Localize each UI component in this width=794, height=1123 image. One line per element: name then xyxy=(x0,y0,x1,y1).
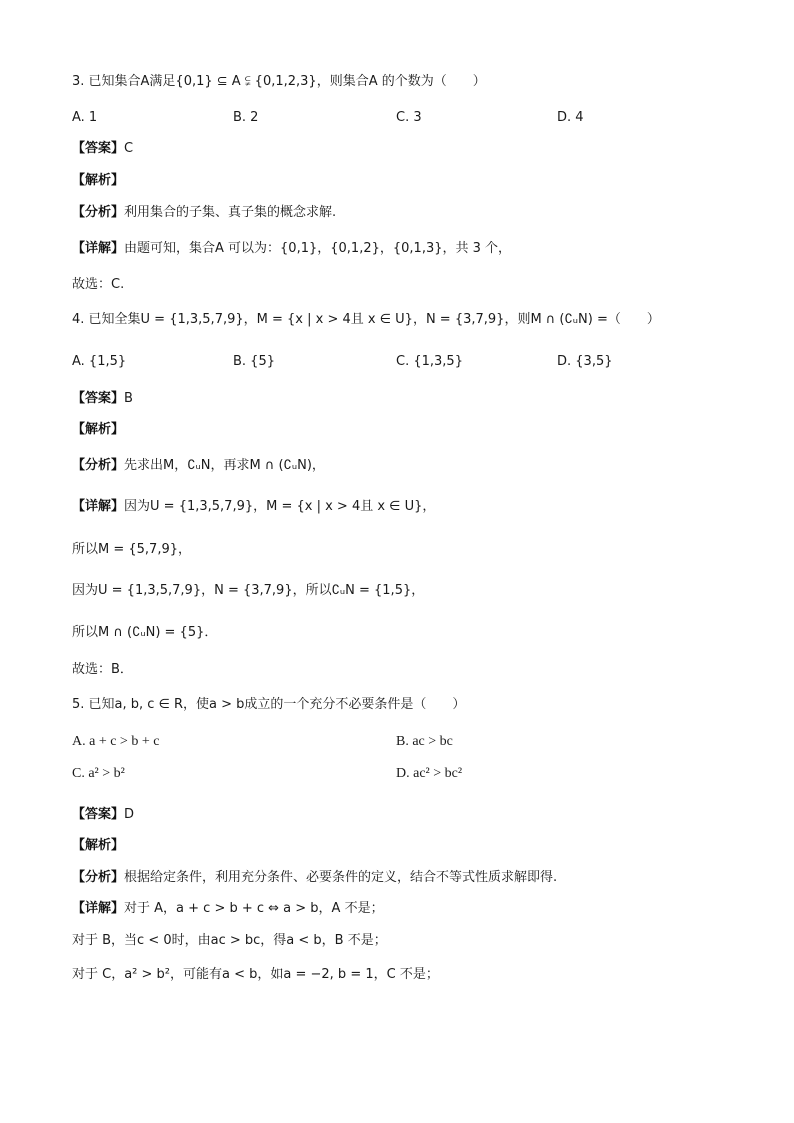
q5-option-b: B. ac > bc xyxy=(396,734,453,749)
q5-line-1: 对于 B，当c < 0时，由ac > bc，得a < b，B 不是； xyxy=(72,933,387,948)
q3-stem: 3. 已知集合A满足{0,1} ⊆ A ⫋ {0,1,2,3}，则集合A 的个数为（ ） xyxy=(72,74,486,89)
q4-option-b: B. {5} xyxy=(233,354,275,369)
q3-option-c: C. 3 xyxy=(396,110,422,125)
q4-stem: 4. 已知全集U = {1,3,5,7,9}，M = {x | x > 4且 x ∈ U}，N = {3,7,9}，则M ∩ (∁ᵤN) =（ ） xyxy=(72,312,660,327)
q3-fenxi xyxy=(72,204,336,222)
q3-detail xyxy=(72,240,511,258)
q4-option-a: A. {1,5} xyxy=(72,354,127,369)
answer-value: C xyxy=(124,141,134,156)
detail-tag: 【详解】 xyxy=(72,901,125,916)
answer-value: D xyxy=(124,807,135,822)
detail-text: 由题可知，集合A 可以为：{0,1}，{0,1,2}，{0,1,3}，共 3 个， xyxy=(124,241,512,256)
answer-tag: 【答案】 xyxy=(72,141,125,156)
q5-stem: 5. 已知a, b, c ∈ R，使a > b成立的一个充分不必要条件是（ ） xyxy=(72,697,466,712)
fenxi-tag: 【分析】 xyxy=(72,870,125,885)
q5-answer xyxy=(72,806,134,824)
q5-option-c: C. a² > b² xyxy=(72,766,125,781)
q3-option-d: D. 4 xyxy=(557,110,584,125)
q4-line-2: 因为U = {1,3,5,7,9}，N = {3,7,9}，所以∁ᵤN = {1,5}， xyxy=(72,583,425,598)
q5-fenxi xyxy=(72,869,557,887)
answer-tag: 【答案】 xyxy=(72,807,125,822)
q3-option-b: B. 2 xyxy=(233,110,259,125)
q4-analysis-tag: 【解析】 xyxy=(72,422,125,437)
q5-detail xyxy=(72,900,384,918)
fenxi-tag: 【分析】 xyxy=(72,205,125,220)
q4-option-d: D. {3,5} xyxy=(557,354,613,369)
fenxi-text: 先求出M，∁ᵤN，再求M ∩ (∁ᵤN)， xyxy=(124,458,325,473)
fenxi-text: 根据给定条件，利用充分条件、必要条件的定义，结合不等式性质求解即得. xyxy=(124,870,558,885)
detail-tag: 【详解】 xyxy=(72,241,125,256)
fenxi-tag: 【分析】 xyxy=(72,458,125,473)
q4-detail xyxy=(72,498,435,516)
q4-choose: 故选：B． xyxy=(72,662,133,677)
q4-option-c: C. {1,3,5} xyxy=(396,354,463,369)
q4-fenxi xyxy=(72,457,325,475)
detail-text: 对于 A，a + c > b + c ⇔ a > b，A 不是； xyxy=(124,901,384,916)
q5-option-d: D. ac² > bc² xyxy=(396,766,463,781)
q3-answer xyxy=(72,140,133,158)
q4-answer xyxy=(72,390,133,408)
q5-option-a: A. a + c > b + c xyxy=(72,734,160,749)
detail-tag: 【详解】 xyxy=(72,499,125,514)
q5-line-2: 对于 C，a² > b²，可能有a < b，如a = −2, b = 1，C 不是； xyxy=(72,967,439,982)
answer-value: B xyxy=(124,391,133,406)
fenxi-text: 利用集合的子集、真子集的概念求解. xyxy=(124,205,337,220)
answer-tag: 【答案】 xyxy=(72,391,125,406)
q4-line-1: 所以M = {5,7,9}， xyxy=(72,542,191,557)
detail-text: 因为U = {1,3,5,7,9}，M = {x | x > 4且 x ∈ U}， xyxy=(124,499,436,514)
q3-option-a: A. 1 xyxy=(72,110,98,125)
q5-analysis-tag: 【解析】 xyxy=(72,838,125,853)
q3-analysis-tag: 【解析】 xyxy=(72,173,125,188)
q3-choose: 故选：C. xyxy=(72,277,125,292)
q4-line-3: 所以M ∩ (∁ᵤN) = {5}． xyxy=(72,625,218,640)
